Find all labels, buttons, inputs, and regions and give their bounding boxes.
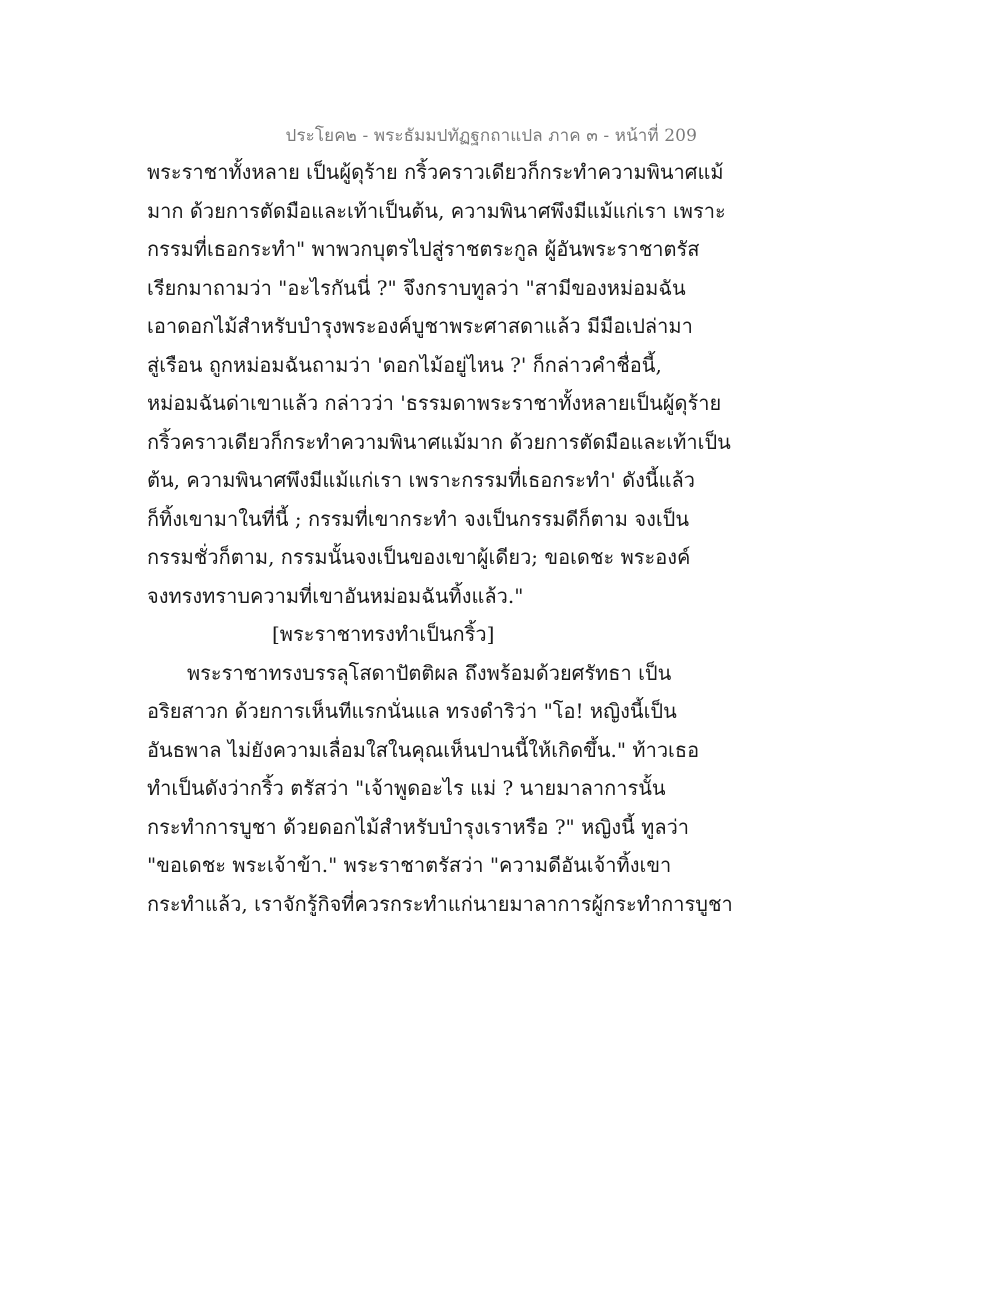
text-line: พระราชาทรงบรรลุโสดาปัตติผล ถึงพร้อมด้วยศรัทธา เป็น	[187, 660, 672, 685]
paragraph-1	[147, 153, 731, 615]
text-line: ต้น, ความพินาศพึงมีแม้แก่เรา เพราะกรรมที่เธอกระทำ' ดังนี้แล้ว	[147, 468, 695, 492]
text-line: จงทรงทราบความที่เขาอันหม่อมฉันทิ้งแล้ว."	[147, 583, 524, 608]
section-heading: [พระราชาทรงทำเป็นกริ้ว]	[272, 622, 495, 646]
text-line: กระทำการบูชา ด้วยดอกไม้สำหรับบำรุงเราหรือ ?" หญิงนี้ ทูลว่า	[147, 814, 690, 839]
paragraph-2	[147, 654, 733, 924]
text-line: สู่เรือน ถูกหม่อมฉันถามว่า 'ดอกไม้อยู่ไหน ?' ก็กล่าวคำชื่อนี้,	[147, 352, 662, 377]
text-line: เอาดอกไม้สำหรับบำรุงพระองค์บูชาพระศาสดาแล้ว มีมือเปล่ามา	[147, 314, 693, 338]
text-line: กรรมที่เธอกระทำ" พาพวกบุตรไปสู่ราชตระกูล ผู้อันพระราชาตรัส	[147, 237, 700, 261]
text-line: อริยสาวก ด้วยการเห็นทีแรกนั่นแล ทรงดำริว่า "โอ! หญิงนี้เป็น	[147, 699, 677, 723]
text-line: ก็ทิ้งเขามาในที่นี้ ; กรรมที่เขากระทำ จงเป็นกรรมดีก็ตาม จงเป็น	[147, 506, 690, 531]
text-line: "ขอเดชะ พระเจ้าข้า." พระราชาตรัสว่า "ความดีอันเจ้าทิ้งเขา	[147, 853, 672, 877]
body-text	[147, 153, 733, 923]
text-line: เรียกมาถามว่า "อะไรกันนี่ ?" จึงกราบทูลว่า "สามีของหม่อมฉัน	[147, 275, 686, 300]
text-line: กริ้วคราวเดียวก็กระทำความพินาศแม้มาก ด้วยการตัดมือและเท้าเป็น	[147, 429, 731, 454]
text-line: กระทำแล้ว, เราจักรู้กิจที่ควรกระทำแก่นายมาลาการผู้กระทำการบูชา	[147, 891, 733, 916]
text-line: หม่อมฉันด่าเขาแล้ว กล่าวว่า 'ธรรมดาพระราชาทั้งหลายเป็นผู้ดุร้าย	[147, 391, 722, 415]
text-line: อันธพาล ไม่ยังความเลื่อมใสในคุณเห็นปานนี้ให้เกิดขึ้น." ท้าวเธอ	[147, 737, 700, 762]
text-line: พระราชาทั้งหลาย เป็นผู้ดุร้าย กริ้วคราวเดียวก็กระทำความพินาศแม้	[147, 160, 724, 184]
text-line: กรรมชั่วก็ตาม, กรรมนั้นจงเป็นของเขาผู้เดียว; ขอเดชะ พระองค์	[147, 545, 691, 569]
running-head: ประโยค๒ - พระธัมมปทัฏฐกถาแปล ภาค ๓ - หน้าที่ 209	[285, 126, 697, 146]
text-line: มาก ด้วยการตัดมือและเท้าเป็นต้น, ความพินาศพึงมีแม้แก่เรา เพราะ	[147, 198, 726, 223]
text-line: ทำเป็นดังว่ากริ้ว ตรัสว่า "เจ้าพูดอะไร แม่ ? นายมาลาการนั้น	[147, 776, 666, 800]
